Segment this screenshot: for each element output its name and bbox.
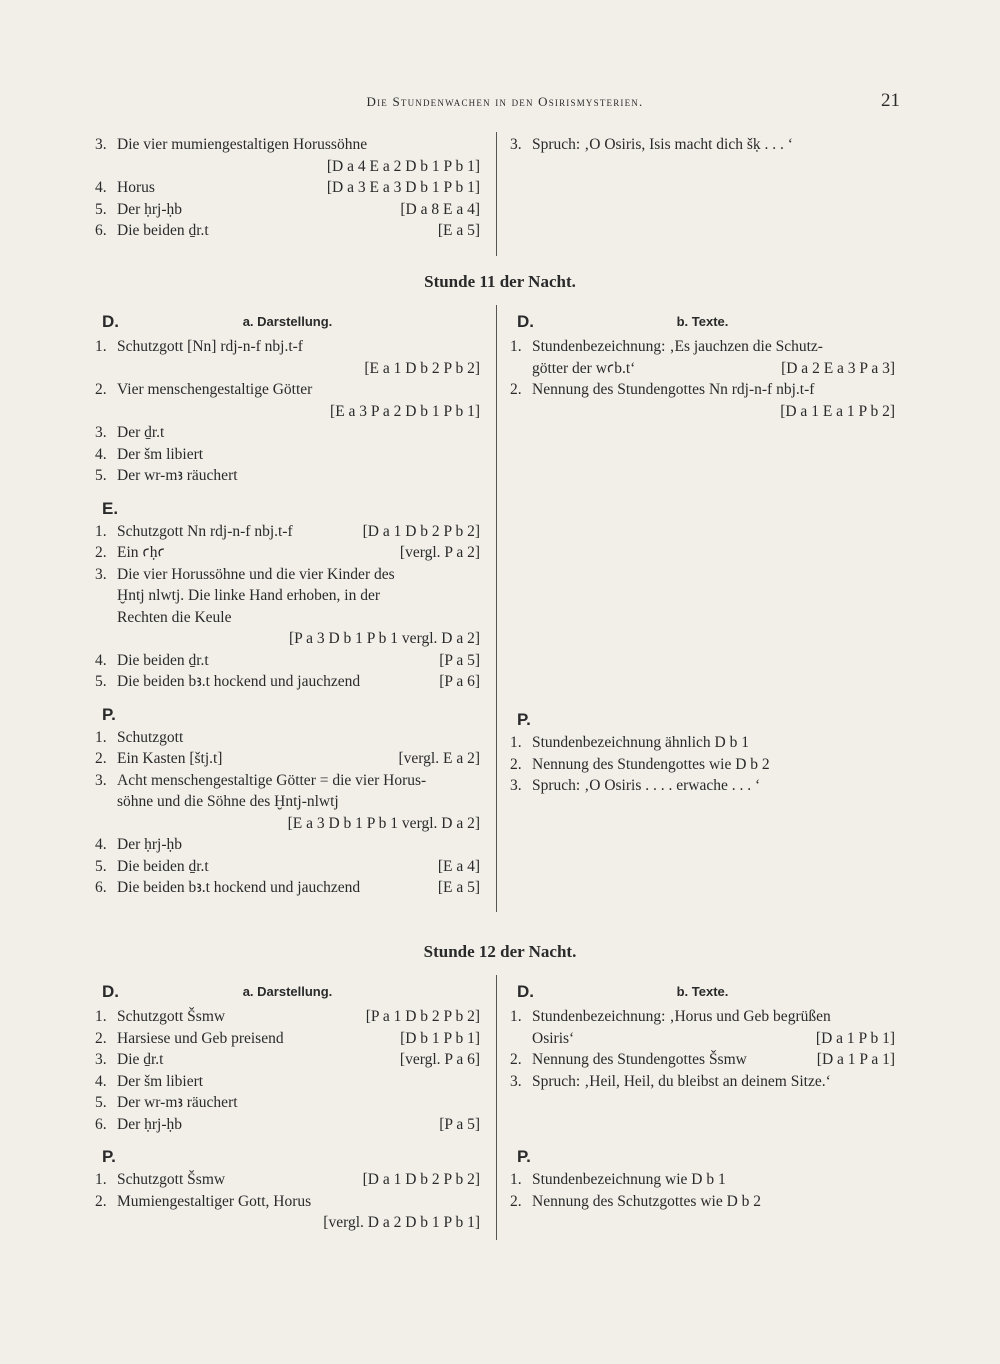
item-number xyxy=(95,358,117,380)
list-item xyxy=(95,748,480,770)
item-text: Stundenbezeichnung ähnlich D b 1 xyxy=(532,734,749,751)
item-body xyxy=(117,877,480,899)
item-number: 3. xyxy=(510,777,522,794)
item-body xyxy=(117,336,480,358)
item-body xyxy=(117,156,480,178)
item-body xyxy=(117,542,480,564)
item-text: Spruch: ‚O Osiris . . . . erwache . . . ‘ xyxy=(532,777,761,794)
section-letter-E: E. xyxy=(102,498,119,518)
section-letter: D. xyxy=(102,982,119,1001)
list-item xyxy=(95,1006,480,1028)
list-item xyxy=(510,134,895,156)
item-number: 3. xyxy=(95,771,107,789)
item-reference: [vergl. D a 2 D b 1 P b 1] xyxy=(323,1214,480,1231)
column-header xyxy=(95,310,480,336)
item-text: götter der wꜥb.t‘ xyxy=(532,359,636,377)
page-number: 21 xyxy=(881,90,900,111)
item-number: 2. xyxy=(95,544,107,561)
item-body xyxy=(117,1071,480,1093)
item-number xyxy=(95,628,117,650)
item-number: 4. xyxy=(95,836,107,853)
item-body xyxy=(117,770,480,792)
section-letter-P: P. xyxy=(102,1147,116,1166)
list-item xyxy=(510,1028,895,1050)
list-item xyxy=(95,542,480,564)
list-item xyxy=(95,877,480,899)
item-reference: [D a 1 P a 1] xyxy=(816,1051,895,1068)
item-body xyxy=(532,754,895,776)
item-text: Die beiden bꜣ.t hockend und jauchzend xyxy=(117,879,361,896)
item-body xyxy=(532,1169,895,1191)
item-number: 2. xyxy=(510,755,522,773)
item-number: 1. xyxy=(95,338,107,355)
item-body xyxy=(532,1049,895,1071)
item-number: 3. xyxy=(95,565,107,583)
item-number: 1. xyxy=(510,734,522,751)
item-body xyxy=(532,1191,895,1213)
list-item xyxy=(95,650,480,672)
column-subheading: b. Texte. xyxy=(676,314,729,329)
list-item xyxy=(510,401,895,423)
item-text: Ḫntj nlwtj. Die linke Hand erhoben, in der xyxy=(117,587,381,604)
item-reference: [E a 5] xyxy=(437,879,480,896)
item-number: 5. xyxy=(95,673,107,690)
item-body xyxy=(117,1049,480,1071)
item-body xyxy=(532,775,895,797)
item-text: Der ḥrj-ḥb xyxy=(117,1115,182,1133)
item-number: 1. xyxy=(95,522,107,540)
item-text: Stundenbezeichnung: ‚Horus und Geb begrüßen xyxy=(532,1008,831,1025)
item-body xyxy=(532,379,895,401)
item-reference: [E a 5] xyxy=(437,222,480,239)
item-number: 1. xyxy=(510,338,522,355)
list-item xyxy=(510,775,895,797)
list-item xyxy=(95,607,480,629)
item-body xyxy=(117,856,480,878)
item-number xyxy=(510,401,532,423)
list-item xyxy=(95,379,480,401)
item-body xyxy=(117,607,480,629)
item-body xyxy=(117,1191,480,1213)
item-text: Schutzgott xyxy=(117,728,184,746)
entry-list-E xyxy=(95,521,480,693)
item-number: 1. xyxy=(95,1008,107,1025)
top-left-list xyxy=(95,134,480,242)
item-text: Die vier Horussöhne und die vier Kinder des xyxy=(117,565,395,583)
list-item xyxy=(95,444,480,466)
item-body xyxy=(117,813,480,835)
list-item xyxy=(95,671,480,693)
list-item xyxy=(95,813,480,835)
item-body xyxy=(117,444,480,466)
item-text: Schutzgott Šsmw xyxy=(117,1171,226,1188)
list-item xyxy=(510,754,895,776)
list-item xyxy=(95,727,480,749)
list-item xyxy=(95,1071,480,1093)
item-text: Die ḏr.t xyxy=(117,1051,164,1068)
item-number xyxy=(95,585,117,607)
item-reference: [E a 4] xyxy=(437,857,480,875)
item-text: Der wr-mꜣ räuchert xyxy=(117,1094,238,1111)
entry-list-D xyxy=(95,336,480,487)
item-number: 2. xyxy=(510,1051,522,1068)
item-number: 3. xyxy=(95,424,107,441)
list-item xyxy=(95,401,480,423)
item-text: Nennung des Stundengottes Šsmw xyxy=(532,1051,747,1068)
item-number: 3. xyxy=(95,1051,107,1068)
item-number: 4. xyxy=(95,651,107,669)
stunde-12-left-column xyxy=(95,980,480,1234)
list-item xyxy=(95,199,480,221)
item-reference: [P a 6] xyxy=(439,673,480,690)
list-item xyxy=(510,1006,895,1028)
item-body xyxy=(117,748,480,770)
item-number: 4. xyxy=(95,179,107,196)
list-item xyxy=(95,628,480,650)
item-body xyxy=(532,1028,895,1050)
item-text: Schutzgott [Nn] rdj-n-f nbj.t-f xyxy=(117,338,303,355)
item-reference: [D a 1 D b 2 P b 2] xyxy=(362,522,480,540)
item-reference: [E a 3 D b 1 P b 1 vergl. D a 2] xyxy=(287,814,480,832)
running-head-title: Die Stundenwachen in den Osirismysterien. xyxy=(366,94,644,109)
stunde-11-right-column-P xyxy=(510,708,895,797)
entry-list-D xyxy=(95,1006,480,1135)
item-body xyxy=(117,834,480,856)
item-text: Acht menschengestaltige Götter = die vier Horus- xyxy=(117,771,427,789)
item-body xyxy=(117,1212,480,1234)
list-item xyxy=(95,585,480,607)
item-number: 2. xyxy=(510,381,522,398)
list-item xyxy=(510,336,895,358)
item-number xyxy=(95,401,117,423)
item-reference: [E a 3 P a 2 D b 1 P b 1] xyxy=(330,402,480,420)
item-body xyxy=(117,1169,480,1191)
item-body xyxy=(532,732,895,754)
item-reference: [P a 5] xyxy=(439,1115,480,1133)
item-number: 2. xyxy=(95,381,107,398)
item-text: Stundenbezeichnung: ‚Es jauchzen die Schutz- xyxy=(532,338,823,355)
list-item xyxy=(510,1049,895,1071)
item-body xyxy=(117,220,480,242)
list-item xyxy=(95,177,480,199)
item-body xyxy=(117,199,480,221)
stunde-11-right-column xyxy=(510,310,895,422)
section-letter-P: P. xyxy=(517,710,531,729)
list-item xyxy=(510,358,895,380)
item-number: 2. xyxy=(95,750,107,767)
entry-list-D xyxy=(510,336,895,422)
list-item xyxy=(95,1191,480,1213)
item-text: Spruch: ‚O Osiris, Isis macht dich šḳ . . . ‘ xyxy=(532,136,793,153)
item-number: 1. xyxy=(95,1171,107,1188)
item-number: 2. xyxy=(510,1192,522,1210)
section-heading-stunde-12: Stunde 12 der Nacht. xyxy=(423,942,577,961)
item-text: Die beiden bꜣ.t hockend und jauchzend xyxy=(117,673,361,690)
item-number: 5. xyxy=(95,467,107,484)
entry-list-P xyxy=(510,1169,895,1212)
item-reference: [D a 3 E a 3 D b 1 P b 1] xyxy=(326,179,480,196)
item-number: 2. xyxy=(95,1029,107,1047)
column-subheading: a. Darstellung. xyxy=(242,984,333,999)
item-body xyxy=(117,465,480,487)
item-text: Ein ꜥḥꜥ xyxy=(117,544,165,561)
item-number xyxy=(95,1212,117,1234)
column-subheading: a. Darstellung. xyxy=(242,314,333,329)
item-text: Osiris‘ xyxy=(532,1029,575,1047)
item-text: Vier menschengestaltige Götter xyxy=(117,381,313,398)
section-heading-stunde-11: Stunde 11 der Nacht. xyxy=(424,272,576,291)
item-body xyxy=(532,1071,895,1093)
item-reference: [vergl. P a 6] xyxy=(399,1051,480,1068)
running-head xyxy=(110,90,900,118)
list-item xyxy=(95,336,480,358)
item-number: 3. xyxy=(510,1072,522,1090)
list-item xyxy=(510,379,895,401)
item-number xyxy=(95,156,117,178)
item-text: Rechten die Keule xyxy=(117,608,232,626)
column-divider xyxy=(496,305,497,912)
item-text: Harsiese und Geb preisend xyxy=(117,1029,284,1047)
item-reference: [D a 1 E a 1 P b 2] xyxy=(780,402,895,420)
item-body xyxy=(117,791,480,813)
item-number xyxy=(510,1028,532,1050)
list-item xyxy=(95,770,480,792)
column-header xyxy=(95,980,480,1006)
item-text: Schutzgott Šsmw xyxy=(117,1008,226,1025)
item-body xyxy=(117,564,480,586)
item-number: 4. xyxy=(95,445,107,463)
item-text: Nennung des Schutzgottes wie D b 2 xyxy=(532,1192,762,1210)
list-item xyxy=(95,834,480,856)
stunde-12-right-column xyxy=(510,980,895,1092)
item-reference: [P a 3 D b 1 P b 1 vergl. D a 2] xyxy=(288,630,480,647)
list-item xyxy=(510,1191,895,1213)
column-header xyxy=(510,980,895,1006)
item-reference: [P a 5] xyxy=(439,651,480,669)
item-body xyxy=(117,1114,480,1136)
item-reference: [D b 1 P b 1] xyxy=(400,1029,480,1047)
list-item xyxy=(95,220,480,242)
item-number: 4. xyxy=(95,1072,107,1090)
item-text: Mumiengestaltiger Gott, Horus xyxy=(117,1192,312,1210)
list-item xyxy=(95,564,480,586)
list-item xyxy=(95,1114,480,1136)
item-reference: [E a 1 D b 2 P b 2] xyxy=(364,359,480,377)
entry-list-P xyxy=(95,727,480,899)
item-body xyxy=(117,1092,480,1114)
item-text: Spruch: ‚Heil, Heil, du bleibst an deinem Sitze.‘ xyxy=(532,1072,831,1090)
item-number: 5. xyxy=(95,1094,107,1111)
list-item xyxy=(510,1169,895,1191)
item-body xyxy=(117,521,480,543)
item-text: Der ḥrj-ḥb xyxy=(117,200,182,218)
item-text: söhne und die Söhne des Ḫntj-nlwtj xyxy=(117,793,339,810)
item-body xyxy=(532,336,895,358)
item-text: Die beiden ḏr.t xyxy=(117,857,209,875)
item-number: 2. xyxy=(95,1192,107,1210)
item-text: Der ḥrj-ḥb xyxy=(117,836,182,853)
list-item xyxy=(95,791,480,813)
list-item xyxy=(95,1028,480,1050)
item-body xyxy=(117,177,480,199)
item-body xyxy=(117,1028,480,1050)
item-reference: [D a 8 E a 4] xyxy=(400,200,480,218)
item-number: 6. xyxy=(95,222,107,239)
item-number xyxy=(510,358,532,380)
item-body xyxy=(117,401,480,423)
item-number: 5. xyxy=(95,200,107,218)
list-item xyxy=(510,732,895,754)
item-text: Nennung des Stundengottes wie D b 2 xyxy=(532,755,770,773)
section-letter: D. xyxy=(517,312,534,331)
item-number: 5. xyxy=(95,857,107,875)
item-text: Stundenbezeichnung wie D b 1 xyxy=(532,1171,726,1188)
stunde-12-right-column-P xyxy=(510,1145,895,1212)
entry-list-P xyxy=(95,1169,480,1234)
item-number xyxy=(95,607,117,629)
item-reference: [D a 1 P b 1] xyxy=(815,1029,895,1047)
item-text: Horus xyxy=(117,179,155,196)
item-number xyxy=(95,813,117,835)
item-reference: [vergl. E a 2] xyxy=(398,750,480,767)
list-item xyxy=(95,1169,480,1191)
item-reference: [P a 1 D b 2 P b 2] xyxy=(365,1008,480,1025)
section-letter: D. xyxy=(517,982,534,1001)
item-body xyxy=(532,401,895,423)
item-number xyxy=(95,791,117,813)
item-body xyxy=(117,628,480,650)
item-number: 1. xyxy=(510,1171,522,1188)
list-item xyxy=(95,465,480,487)
section-letter: D. xyxy=(102,312,119,331)
item-body xyxy=(117,585,480,607)
entry-list-D xyxy=(510,1006,895,1092)
item-text: Der šm libiert xyxy=(117,1072,204,1090)
item-text: Die beiden ḏr.t xyxy=(117,651,209,669)
item-text: Der ḏr.t xyxy=(117,424,165,441)
item-number: 1. xyxy=(510,1008,522,1025)
list-item xyxy=(510,1071,895,1093)
item-body xyxy=(117,650,480,672)
item-body xyxy=(117,134,480,156)
item-number: 3. xyxy=(95,136,107,153)
stunde-11-left-column xyxy=(95,310,480,899)
item-body xyxy=(532,1006,895,1028)
list-item xyxy=(95,358,480,380)
item-body xyxy=(117,358,480,380)
column-subheading: b. Texte. xyxy=(676,984,729,999)
top-right-list xyxy=(510,134,895,156)
item-body xyxy=(117,1006,480,1028)
item-text: Schutzgott Nn rdj-n-f nbj.t-f xyxy=(117,522,293,540)
item-text: Die vier mumiengestaltigen Horussöhne xyxy=(117,136,368,153)
list-item xyxy=(95,1049,480,1071)
item-text: Nennung des Stundengottes Nn rdj-n-f nbj.t-f xyxy=(532,381,815,398)
item-reference: [D a 2 E a 3 P a 3] xyxy=(781,359,895,377)
item-reference: [D a 4 E a 2 D b 1 P b 1] xyxy=(326,157,480,175)
entry-list-P xyxy=(510,732,895,797)
list-item xyxy=(95,422,480,444)
list-item xyxy=(95,156,480,178)
item-body xyxy=(117,727,480,749)
list-item xyxy=(95,521,480,543)
item-body xyxy=(532,358,895,380)
item-body xyxy=(117,422,480,444)
item-body xyxy=(117,379,480,401)
section-letter-P: P. xyxy=(102,704,116,724)
list-item xyxy=(95,856,480,878)
column-divider xyxy=(496,132,497,256)
item-text: Die beiden ḏr.t xyxy=(117,222,209,239)
item-reference: [D a 1 D b 2 P b 2] xyxy=(362,1171,480,1188)
list-item xyxy=(95,1092,480,1114)
column-header xyxy=(510,310,895,336)
item-number: 3. xyxy=(510,136,522,153)
item-number: 6. xyxy=(95,879,107,896)
item-text: Der wr-mꜣ räuchert xyxy=(117,467,238,484)
item-reference: [vergl. P a 2] xyxy=(399,544,480,561)
list-item xyxy=(95,1212,480,1234)
item-number: 1. xyxy=(95,728,107,746)
section-letter-P: P. xyxy=(517,1147,531,1166)
item-body xyxy=(532,134,895,156)
column-divider xyxy=(496,975,497,1240)
item-text: Der šm libiert xyxy=(117,445,204,463)
item-number: 6. xyxy=(95,1115,107,1133)
item-body xyxy=(117,671,480,693)
list-item xyxy=(95,134,480,156)
item-text: Ein Kasten [štj.t] xyxy=(117,750,223,767)
